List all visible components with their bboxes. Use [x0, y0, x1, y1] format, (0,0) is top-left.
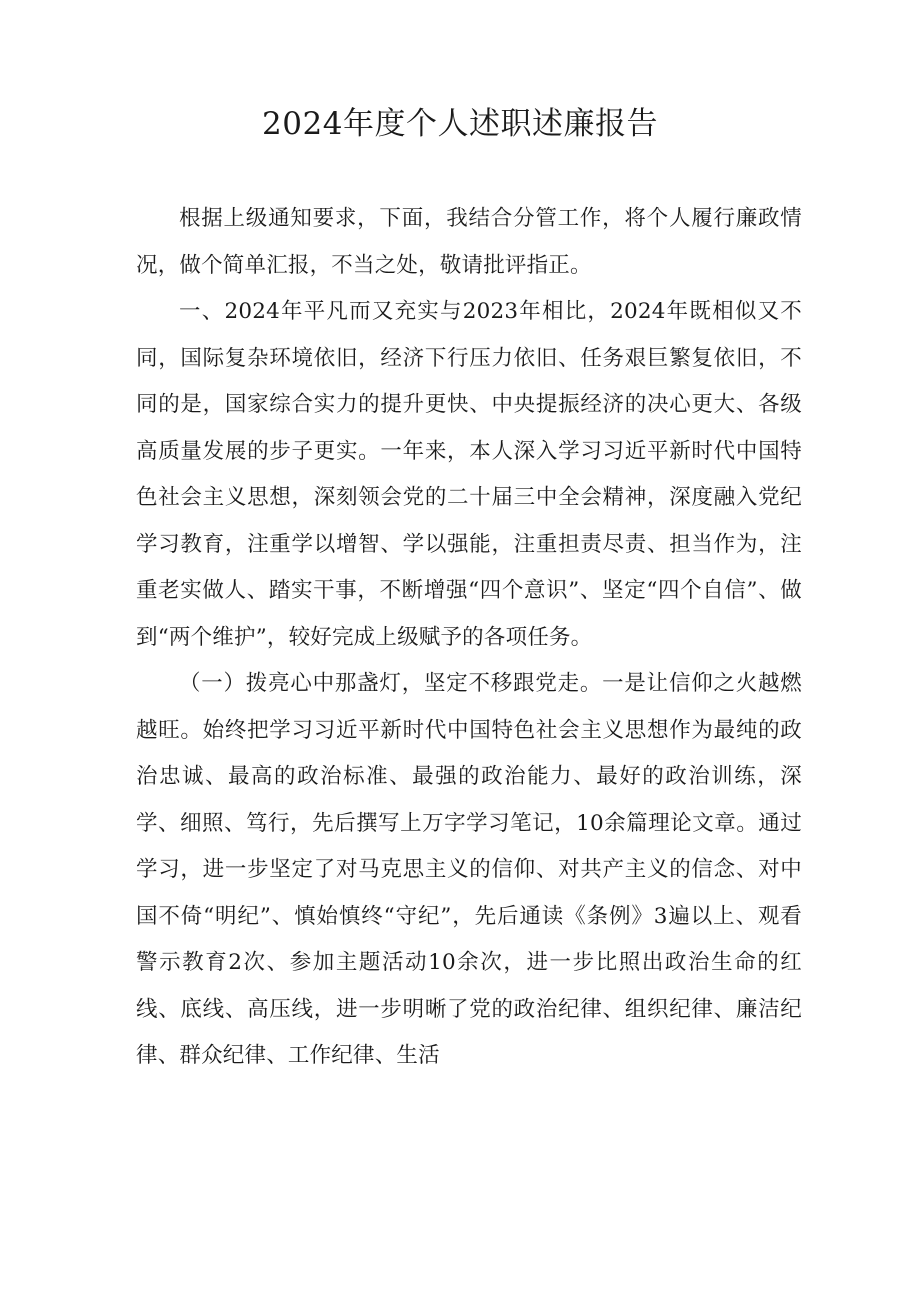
- paragraph-section-one: 一、2024年平凡而又充实与2023年相比，2024年既相似又不同，国际复杂环境依旧，经济下行压力依旧、任务艰巨繁复依旧，不同的是，国家综合实力的提升更快、中央提振经济的决心更大、各级高质量发展的步子更实。一年来，本人深入学习习近平新时代中国特色社会主义思想，深刻领会党的二十届三中全会精神，深度融入党纪学习教育，注重学以增智、学以强能，注重担责尽责、担当作为，注重老实做人、踏实干事，不断增强“四个意识”、坚定“四个自信”、做到“两个维护”，较好完成上级赋予的各项任务。: [136, 299, 802, 650]
- paragraph-intro: 根据上级通知要求，下面，我结合分管工作，将个人履行廉政情况，做个简单汇报，不当之处，敬请批评指正。: [136, 206, 802, 278]
- document-body: [136, 196, 802, 1080]
- paragraph-subsection-one: （一）拨亮心中那盏灯，坚定不移跟党走。一是让信仰之火越燃越旺。始终把学习习近平新时代中国特色社会主义思想作为最纯的政治忠诚、最高的政治标准、最强的政治能力、最好的政治训练，深学、细照、笃行，先后撰写上万字学习笔记，10余篇理论文章。通过学习，进一步坚定了对马克思主义的信仰、对共产主义的信念、对中国不倚“明纪”、慎始慎终“守纪”，先后通读《条例》3遍以上、观看警示教育2次、参加主题活动10余次，进一步比照出政治生命的红线、底线、高压线，进一步明晰了党的政治纪律、组织纪律、廉洁纪律、群众纪律、工作纪律、生活: [136, 671, 802, 1068]
- document-title: 2024年度个人述职述廉报告: [262, 106, 658, 142]
